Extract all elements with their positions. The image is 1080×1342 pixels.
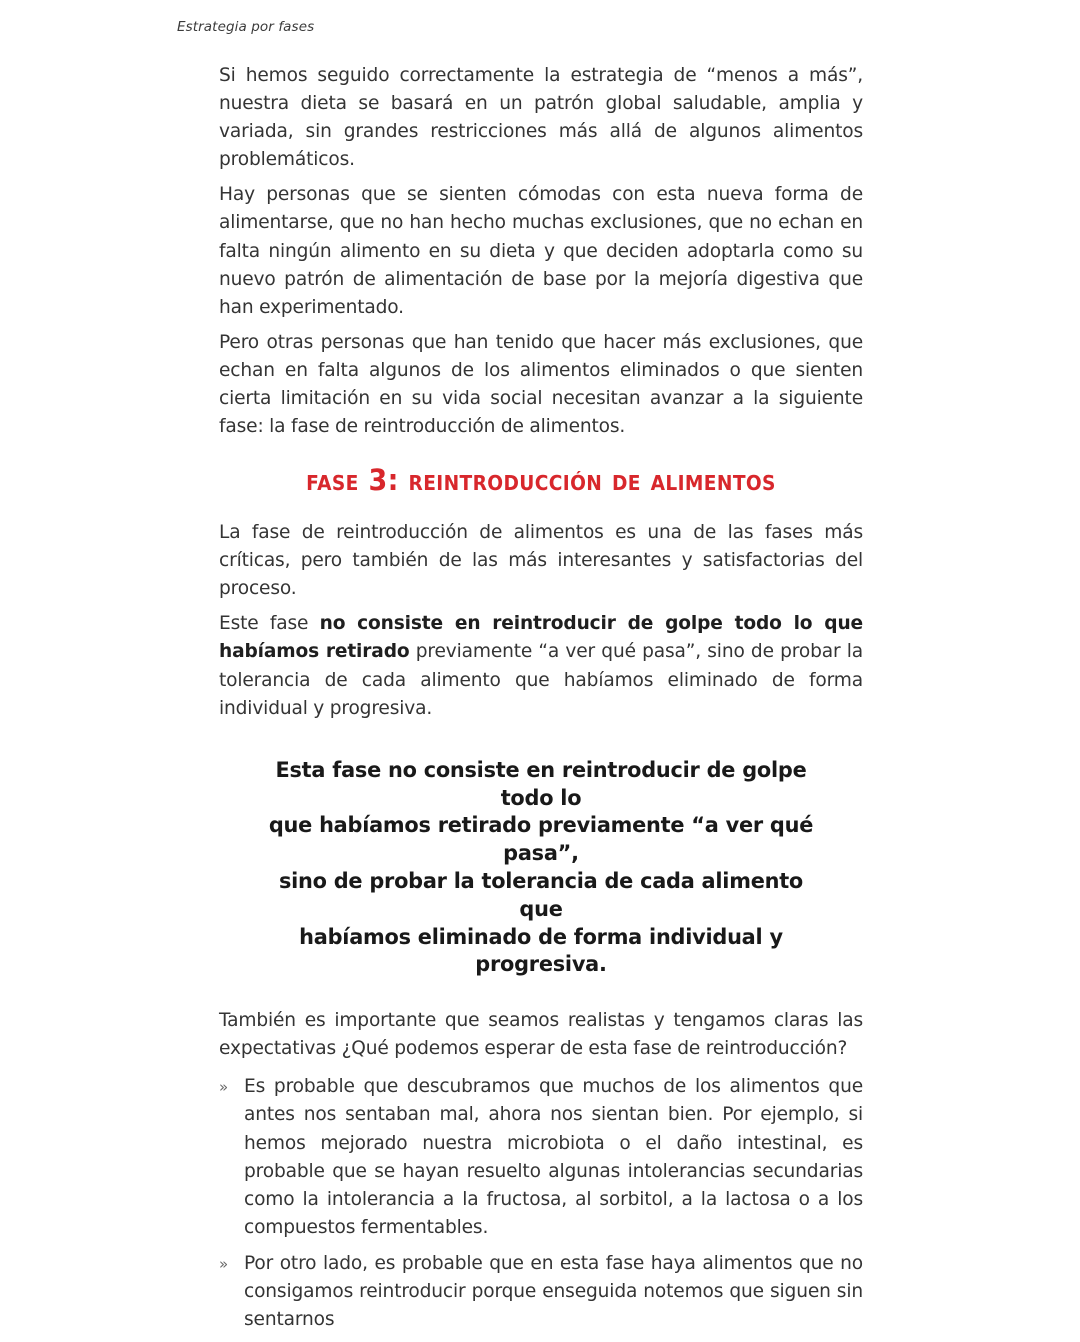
running-head: Estrategia por fases — [177, 19, 315, 35]
paragraph-5-tail: previamente “a ver qué pasa”, sino de probar la tolerancia de cada alimento que habíamos eliminado de forma individual y progresiva. — [219, 641, 863, 719]
paragraph-5-emphasis: no consiste en reintroducir de golpe todo lo que habíamos retirado — [219, 613, 863, 663]
bullet-list — [219, 1073, 863, 1334]
list-item — [219, 1073, 863, 1242]
pull-quote-line-4: habíamos eliminado de forma individual y progresiva. — [299, 924, 783, 978]
paragraph-2: Hay personas que se sienten cómodas con esta nueva forma de alimentarse, que no han hecho muchas exclusiones, que no echan en falta ningún alimento en su dieta y que deciden adoptarla como su nuevo patrón de alimentación de base por la mejoría digestiva que han experimentado. — [219, 184, 863, 318]
double-angle-bullet-icon: » — [219, 1254, 229, 1273]
paragraph-3: Pero otras personas que han tenido que hacer más exclusiones, que echan en falta algunos de los alimentos eliminados o que sienten cierta limitación en su vida social necesitan avanzar a la siguiente fase: la fase de reintroducción de alimentos. — [219, 331, 863, 438]
paragraph-4: La fase de reintroducción de alimentos es una de las fases más críticas, pero también de las más interesantes y satisfactorias del proceso. — [219, 522, 863, 600]
double-angle-bullet-icon: » — [219, 1078, 229, 1097]
list-item-text: Es probable que descubramos que muchos de los alimentos que antes nos sentaban mal, ahora nos sientan bien. Por ejemplo, si hemos mejorado nuestra microbiota o el daño intestinal, es probable que se hayan resuelto algunas intolerancias secundarias como la intolerancia a la fructosa, al sorbitol, a la lactosa o a los compuestos fermentables. — [244, 1076, 863, 1238]
text-column — [219, 62, 863, 1342]
paragraph-5 — [219, 610, 863, 722]
section-heading: fase 3: reintroducción de alimentos — [306, 463, 776, 498]
pull-quote — [229, 757, 854, 979]
pull-quote-line-1: Esta fase no consiste en reintroducir de golpe todo lo — [275, 757, 807, 811]
paragraph-6: También es importante que seamos realistas y tengamos claras las expectativas ¿Qué podemos esperar de esta fase de reintroducción? — [219, 1010, 863, 1060]
paragraph-1: Si hemos seguido correctamente la estrategia de “menos a más”, nuestra dieta se basará en un patrón global saludable, amplia y variada, sin grandes restricciones más allá de algunos alimentos problemáticos. — [219, 65, 863, 171]
pull-quote-line-3: sino de probar la tolerancia de cada alimento que — [278, 868, 804, 922]
paragraph-5-lead: Este fase — [219, 613, 320, 635]
list-item-text: Por otro lado, es probable que en esta fase haya alimentos que no consigamos reintroducir porque enseguida notemos que siguen sin sentarnos — [244, 1252, 863, 1331]
pull-quote-line-2: que habíamos retirado previamente “a ver qué pasa”, — [268, 813, 814, 867]
list-item — [219, 1250, 863, 1334]
